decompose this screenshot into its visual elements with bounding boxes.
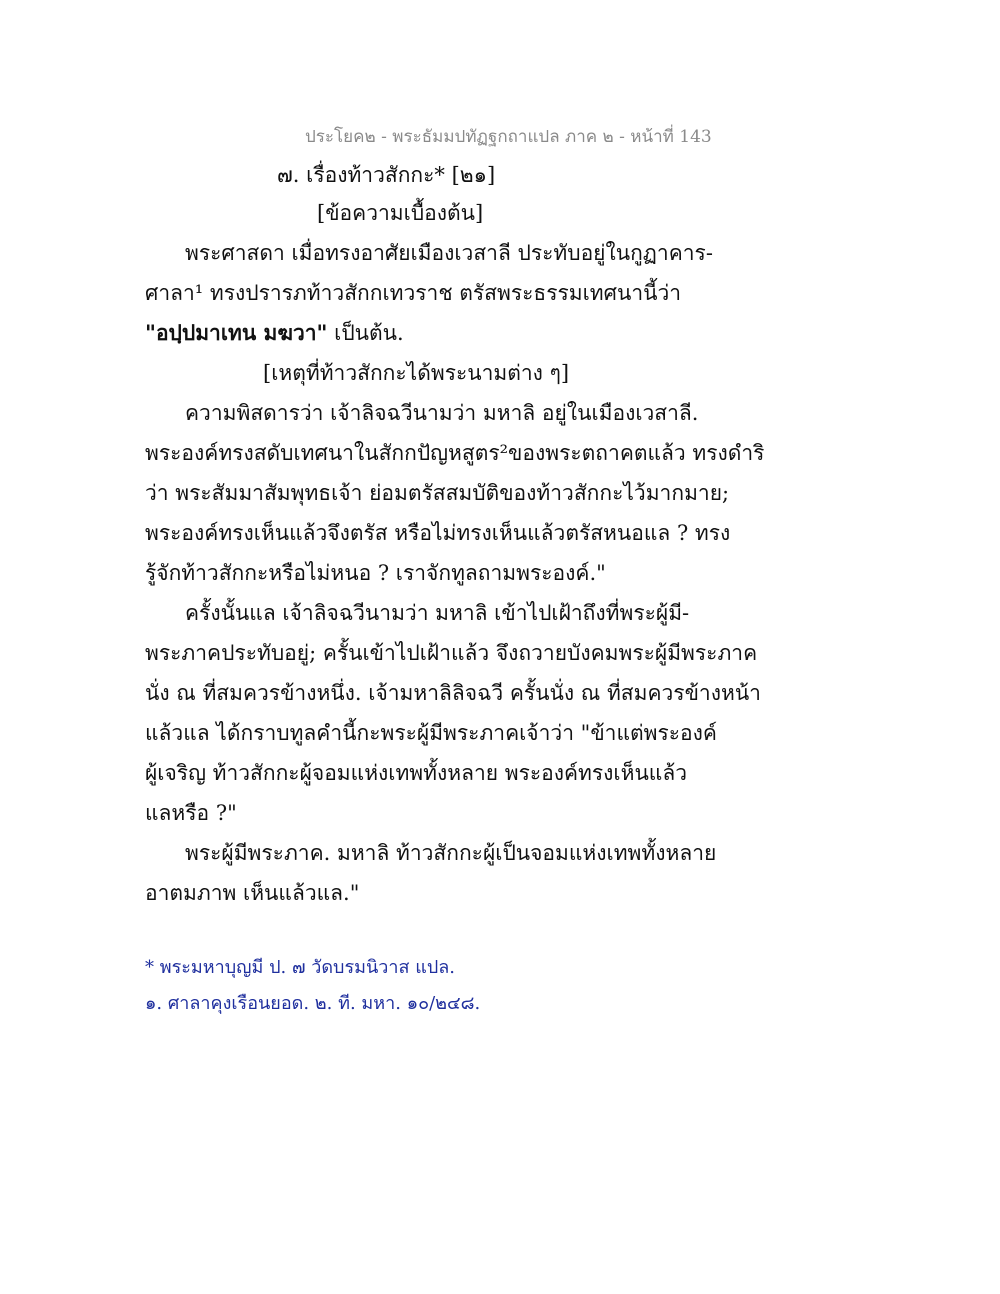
verse-rest: เป็นต้น. (327, 321, 404, 345)
paragraph-line: ความพิสดารว่า เจ้าลิจฉวีนามว่า มหาลิ อยู่ในเมืองเวสาลี. (185, 401, 699, 425)
paragraph-line: พระผู้มีพระภาค. มหาลิ ท้าวสักกะผู้เป็นจอมแห่งเทพทั้งหลาย (185, 841, 717, 865)
paragraph-line: ว่า พระสัมมาสัมพุทธเจ้า ย่อมตรัสสมบัติของท้าวสักกะไว้มากมาย; (145, 481, 730, 505)
intro-line: พระศาสดา เมื่อทรงอาศัยเมืองเวสาลี ประทับอยู่ในกูฏาคาร- (185, 241, 713, 265)
paragraph-line: พระภาคประทับอยู่; ครั้นเข้าไปเฝ้าแล้ว จึงถวายบังคมพระผู้มีพระภาค (145, 641, 758, 665)
verse-line (145, 318, 404, 348)
paragraph-line: ครั้งนั้นแล เจ้าลิจฉวีนามว่า มหาลิ เข้าไปเฝ้าถึงที่พระผู้มี- (185, 601, 690, 625)
footnote: * พระมหาบุญมี ป. ๗ วัดบรมนิวาส แปล. (145, 957, 455, 978)
footnote: ๑. ศาลาคุงเรือนยอด. ๒. ที. มหา. ๑๐/๒๔๘. (145, 993, 481, 1014)
verse-quote: "อปฺปมาเทน มฆวา" (145, 320, 328, 345)
intro-heading: [ข้อความเบื้องต้น] (317, 201, 484, 225)
reason-heading: [เหตุที่ท้าวสักกะได้พระนามต่าง ๆ] (263, 361, 570, 385)
paragraph-line: นั่ง ณ ที่สมควรข้างหนึ่ง. เจ้ามหาลิลิจฉวี ครั้นนั่ง ณ ที่สมควรข้างหน้า (145, 681, 761, 705)
paragraph-line: รู้จักท้าวสักกะหรือไม่หนอ ? เราจักทูลถามพระองค์." (145, 561, 606, 585)
paragraph-line: แลหรือ ?" (145, 801, 237, 825)
intro-line: ศาลา¹ ทรงปรารภท้าวสักกเทวราช ตรัสพระธรรมเทศนานี้ว่า (145, 281, 682, 305)
paragraph-line: พระองค์ทรงสดับเทศนาในสักกปัญหสูตร²ของพระตถาคตแล้ว ทรงดำริ (145, 441, 765, 465)
running-head: ประโยค๒ - พระธัมมปทัฏฐกถาแปล ภาค ๒ - หน้าที่ 143 (305, 127, 712, 147)
paragraph-line: อาตมภาพ เห็นแล้วแล." (145, 881, 360, 905)
paragraph-line: พระองค์ทรงเห็นแล้วจึงตรัส หรือไม่ทรงเห็นแล้วตรัสหนอแล ? ทรง (145, 521, 731, 545)
paragraph-line: แล้วแล ได้กราบทูลคำนี้กะพระผู้มีพระภาคเจ้าว่า "ข้าแต่พระองค์ (145, 721, 717, 745)
story-title: ๗. เรื่องท้าวสักกะ* [๒๑] (277, 163, 496, 187)
paragraph-line: ผู้เจริญ ท้าวสักกะผู้จอมแห่งเทพทั้งหลาย พระองค์ทรงเห็นแล้ว (145, 761, 687, 785)
